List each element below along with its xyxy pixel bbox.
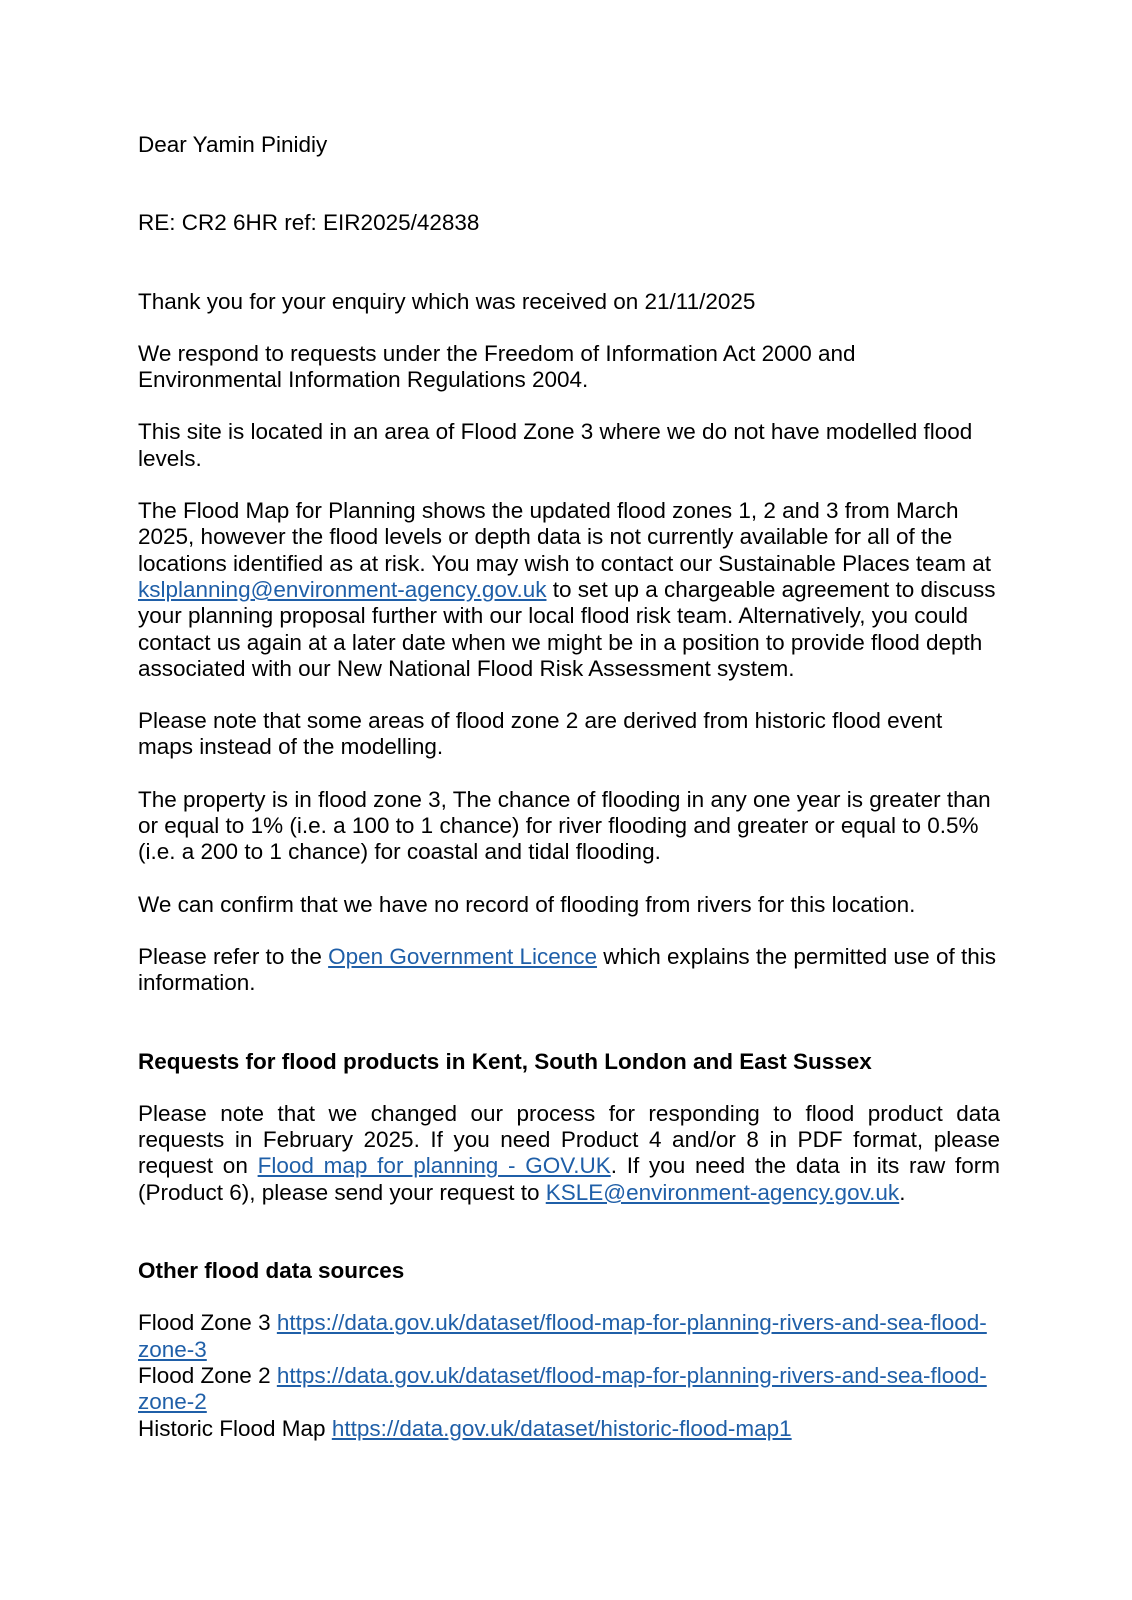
requests-text-3: . [899,1179,906,1205]
thanks-paragraph: Thank you for your enquiry which was received on 21/11/2025 [138,288,756,314]
chance-paragraph: The property is in flood zone 3, The chance of flooding in any one year is greater than or equal to 1% (i.e. a 100 to 1 chance) for river flooding and greater or equal to 0.5% (i.e. a 200 to 1 chance) for coastal and tidal flooding. [138,786,991,865]
open-government-licence-link[interactable]: Open Government Licence [328,943,598,969]
source-item-flood-zone-3 [138,1310,1000,1363]
source-label: Flood Zone 2 [138,1362,277,1388]
source-label: Flood Zone 3 [138,1310,277,1336]
greeting: Dear Yamin Pinidiy [138,132,328,157]
source-item-historic-flood-map [138,1416,1000,1442]
licence-text-after: which explains the permitted use of this information. [138,943,996,996]
flood-map-text-after: to set up a chargeable agreement to discuss your planning proposal further with our local flood risk team. Alternatively, you could contact us again at a later date when we might be in a position to provide flood depth associated with our New National Flood Risk Assessment system. [138,576,996,681]
letter-page [138,132,1000,1442]
requests-text-1: Please note that we changed our process for responding to flood product data requests in February 2025. If you need Product 4 and/or 8 in PDF format, please request on [138,1100,1000,1179]
source-link[interactable]: https://data.gov.uk/dataset/flood-map-for-planning-rivers-and-sea-flood-zone-2 [138,1362,987,1415]
ksle-email-link[interactable]: KSLE@environment-agency.gov.uk [545,1179,900,1205]
source-label: Historic Flood Map [138,1415,332,1441]
kslplanning-email-link[interactable]: kslplanning@environment-agency.gov.uk [138,576,547,602]
other-sources-heading: Other flood data sources [138,1258,405,1284]
requests-paragraph [138,1101,1000,1206]
zone-note-paragraph: This site is located in an area of Flood Zone 3 where we do not have modelled flood levels. [138,419,973,471]
requests-text-2: . If you need the data in its raw form (Product 6), please send your request to [138,1153,1001,1205]
no-record-paragraph: We can confirm that we have no record of flooding from rivers for this location. [138,891,916,917]
flood-map-text-before: The Flood Map for Planning shows the updated flood zones 1, 2 and 3 from March 2025, however the flood levels or depth data is not currently available for all of the locations identified as at risk. You may wish to contact our Sustainable Places team at [138,498,991,576]
flood-map-for-planning-link[interactable]: Flood map for planning - GOV.UK [257,1153,611,1179]
licence-text-before: Please refer to the [138,943,329,969]
zone2-note-paragraph: Please note that some areas of flood zone 2 are derived from historic flood event maps instead of the modelling. [138,708,943,760]
foi-paragraph: We respond to requests under the Freedom of Information Act 2000 and Environmental Information Regulations 2004. [138,340,856,393]
requests-heading: Requests for flood products in Kent, South London and East Sussex [138,1048,872,1074]
reference-line: RE: CR2 6HR ref: EIR2025/42838 [138,210,480,236]
flood-map-paragraph [138,498,1000,682]
licence-paragraph [138,944,1000,997]
source-link[interactable]: https://data.gov.uk/dataset/historic-flood-map1 [331,1415,792,1441]
source-item-flood-zone-2 [138,1363,1000,1416]
source-link[interactable]: https://data.gov.uk/dataset/flood-map-for-planning-rivers-and-sea-flood-zone-3 [138,1310,987,1362]
